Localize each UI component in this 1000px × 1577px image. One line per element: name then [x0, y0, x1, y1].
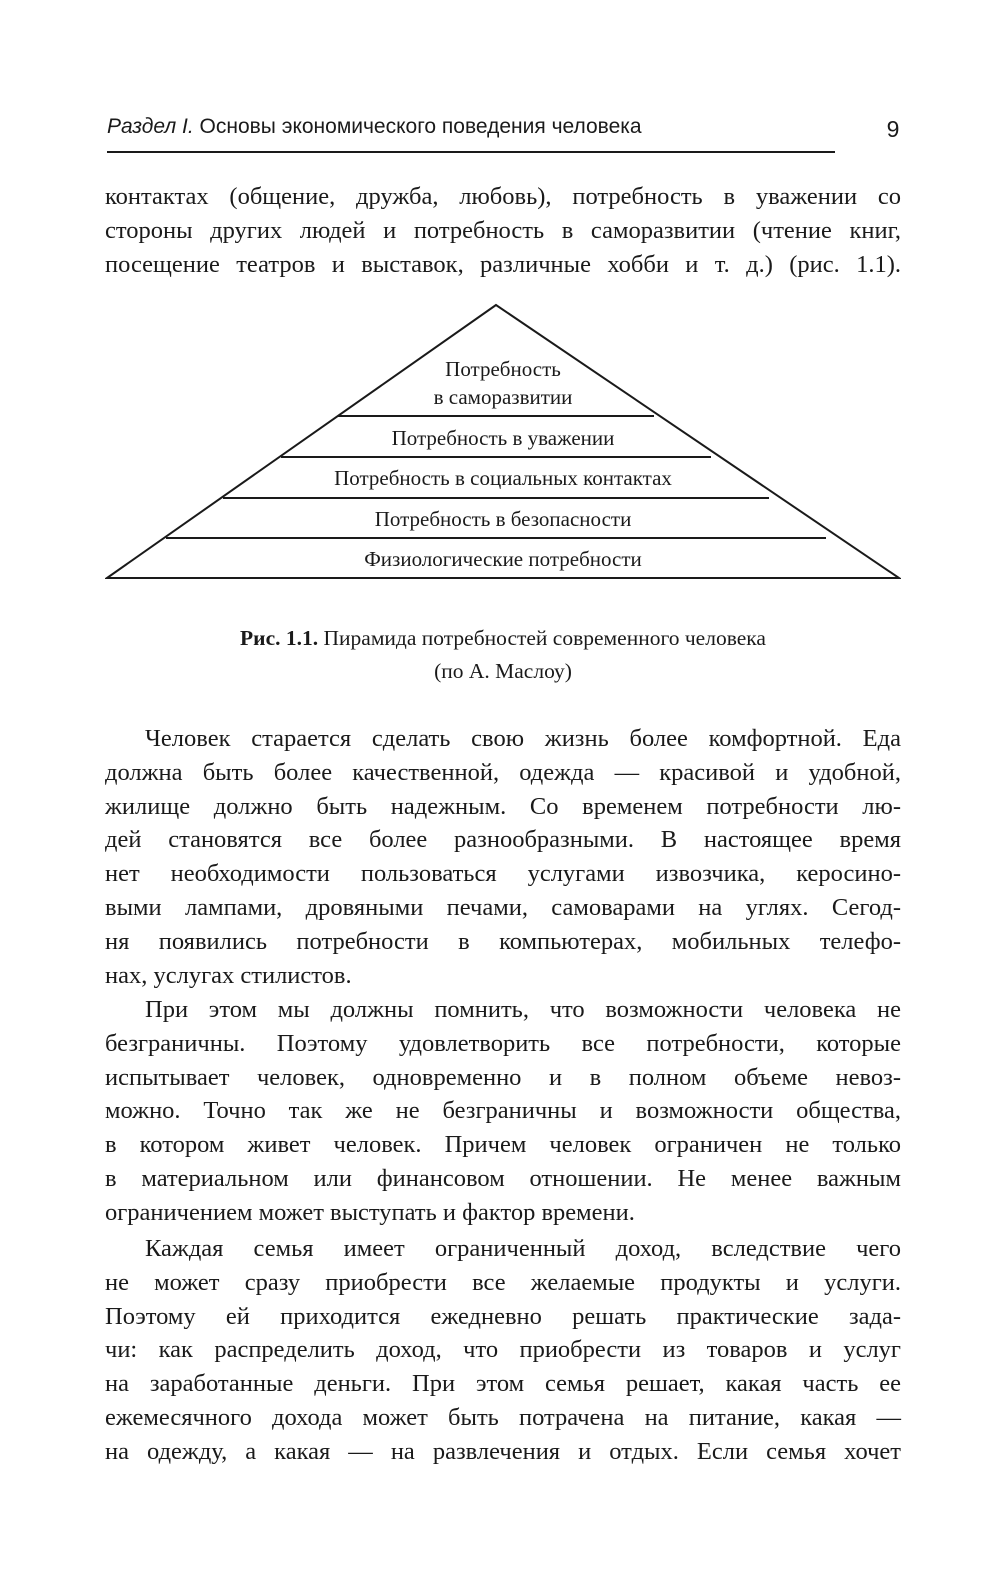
text-line: стороны других людей и потребность в саморазвитии (чтение книг, [105, 216, 901, 244]
pyramid-top-label-line2: в саморазвитии [433, 385, 573, 409]
pyramid-top-label-line1: Потребность [445, 357, 561, 381]
text-line: нет необходимости пользоваться услугами извозчика, керосино- [105, 860, 901, 888]
text-line: чи: как распределить доход, что приобрести из товаров и услуг [105, 1336, 901, 1364]
text-line: контактах (общение, дружба, любовь), потребность в уважении со [105, 183, 901, 210]
pyramid-tier-label: Потребность в социальных контактах [334, 466, 672, 490]
text-line: Поэтому ей приходится ежедневно решать практические зада- [105, 1302, 901, 1330]
text-line: безграничны. Поэтому удовлетворить все потребности, которые [105, 1029, 901, 1057]
maslow-pyramid-figure [105, 300, 901, 582]
text-line: нах, услугах стилистов. [105, 961, 352, 989]
pyramid-tier-label: Физиологические потребности [364, 547, 642, 571]
header-rule [107, 151, 835, 153]
text-line: Человек старается сделать свою жизнь более комфортной. Еда [145, 725, 901, 752]
text-line: в материальном или финансовом отношении. Не менее важным [105, 1164, 901, 1192]
text-line: Каждая семья имеет ограниченный доход, вследствие чего [145, 1235, 901, 1262]
pyramid-tier-label: Потребность в уважении [391, 426, 615, 450]
text-line: посещение театров и выставок, различные хобби и т. д.) (рис. 1.1). [105, 250, 901, 278]
text-line: должна быть более качественной, одежда — красивой и удобной, [105, 758, 901, 786]
caption-label: Рис. 1.1. [240, 626, 319, 650]
running-header [107, 112, 835, 142]
header-title: Основы экономического поведения человека [199, 115, 642, 138]
text-line: в котором живет человек. Причем человек ограничен не только [105, 1131, 901, 1159]
text-line: выми лампами, дровяными печами, самоварами на углях. Сегод- [105, 893, 901, 921]
intro-paragraph [105, 180, 901, 281]
caption-text: Пирамида потребностей современного человека [323, 626, 766, 650]
text-line: испытывает человек, одновременно и в полном объеме невоз- [105, 1063, 901, 1091]
paragraph-2 [105, 993, 901, 1230]
text-line: При этом мы должны помнить, что возможности человека не [145, 996, 901, 1023]
header-section-label: Раздел I. [107, 115, 194, 138]
text-line: дей становятся все более разнообразными. В настоящее время [105, 826, 901, 854]
text-line: ня появились потребности в компьютерах, мобильных телефо- [105, 927, 901, 955]
text-line: жилище должно быть надежным. Со временем потребности лю- [105, 792, 901, 820]
text-line: ежемесячного дохода может быть потрачена на питание, какая — [105, 1403, 901, 1431]
caption-line1 [105, 622, 901, 655]
caption-line2: (по А. Маслоу) [434, 659, 572, 683]
pyramid-tier-label: Потребность в безопасности [374, 507, 632, 531]
text-line: ограничением может выступать и фактор времени. [105, 1198, 635, 1226]
paragraph-1 [105, 722, 901, 992]
page-number: 9 [886, 116, 900, 142]
text-line: на заработанные деньги. При этом семья решает, какая часть ее [105, 1370, 901, 1398]
paragraph-3 [105, 1232, 901, 1469]
figure-caption [105, 622, 901, 688]
text-line: на одежду, а какая — на развлечения и отдых. Если семья хочет [105, 1437, 901, 1465]
text-line: не может сразу приобрести все желаемые продукты и услуги. [105, 1268, 901, 1296]
text-line: можно. Точно так же не безграничны и возможности общества, [105, 1097, 901, 1125]
